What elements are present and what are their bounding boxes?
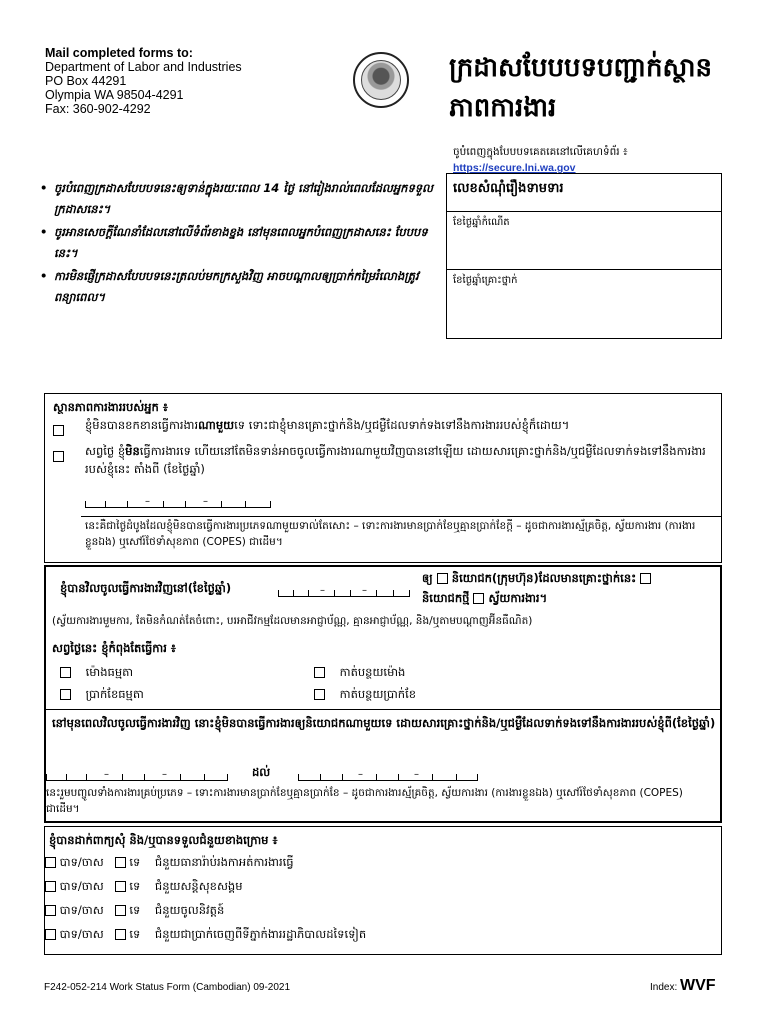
section1-note: នេះគឺជាថ្ងៃដំបូងដែលខ្ញុំមិនបានធ្វើការងារប្រភេទណាមួយទាល់តែសោះ – ទោះការងារមានប្រាក់ខែឬគ្មានប្រាក់ខែក្តី – ដូចជាការងារស្ម័គ្រចិត្ត, ស្វ័យការងារ (ការងារខ្លួនឯង) ឬសៅរ៍ថែទាំសុខភាព (COPES) ជាដើម។ xyxy=(85,520,696,548)
mail-address-block xyxy=(45,46,242,116)
benefit-row: បាទ/ចាស ទេ ជំនួយចូលនិវត្តន៍ xyxy=(45,901,224,919)
return-date-label: ខ្ញុំបានវិលចូលធ្វើការងារវិញនៅ(ខែថ្ងៃឆ្នាំ) xyxy=(60,581,232,595)
benefits-heading: ខ្ញុំបានដាក់ពាក្យសុំ និង/ឬបានទទួលជំនួយខាងក្រោម ៖ xyxy=(49,833,278,847)
claim-number-field[interactable]: លេខសំណុំរឿងទាមទារ xyxy=(447,174,721,212)
return-to-work-section xyxy=(44,565,722,823)
yes-checkbox[interactable] xyxy=(45,881,56,892)
date-of-birth-field[interactable]: ខែថ្ងៃឆ្នាំកំណើត xyxy=(447,212,721,270)
until-label: ដល់ xyxy=(252,765,271,779)
date-of-injury-field[interactable]: ខែថ្ងៃឆ្នាំគ្រោះថ្នាក់ xyxy=(453,275,518,286)
no-checkbox[interactable] xyxy=(115,881,126,892)
employer-injury-checkbox[interactable] xyxy=(437,573,448,584)
employer-options-2: និយោជកថ្មី ស្វ័យការងារ។ xyxy=(422,591,548,605)
from-date-field[interactable]: – – xyxy=(46,771,228,781)
claim-id-box xyxy=(446,173,722,339)
self-employment-note: (ស្វ័យការងារមួមការ, តែមិនកំណត់តែចំពោះ, បរអាជីវកម្មដែលមានអាជ្ញាប័ណ្ណ, គ្មានអាជ្ញាប័ណ្ណ, និង/ឬតាមបណ្តាញអ៊ីនធឺណិត) xyxy=(52,615,533,627)
title-line: ក្រដាសបែបបទបញ្ជាក់ស្ថាន xyxy=(449,53,713,83)
section2-note: នេះរួមបញ្ចូលទាំងការងារគ្រប់ប្រភេទ – ទោះការងារមានប្រាក់ខែឬគ្មានប្រាក់ខែ – ដូចជាការងារស្ម័គ្រចិត្ត, ស្វ័យការងារ (ការងារខ្លួនឯង) ឬសៅរ៍ថែទាំសុខភាព (COPES) ជាដើម។ xyxy=(46,787,683,815)
new-employer-checkbox[interactable] xyxy=(473,593,484,604)
title-line: ភាពការងារ xyxy=(449,93,557,123)
return-date-field[interactable]: – – xyxy=(278,587,410,597)
no-checkbox[interactable] xyxy=(115,905,126,916)
mail-heading: Mail completed forms to: xyxy=(45,46,193,60)
benefit-row: បាទ/ចាស ទេ ជំនួយធានារ៉ាប់រងកាអត់ការងារធ្វើ xyxy=(45,853,294,871)
not-working-checkbox[interactable] xyxy=(53,451,64,462)
to-date-field[interactable]: – – xyxy=(298,771,478,781)
mail-line: Fax: 360-902-4292 xyxy=(45,102,151,116)
no-checkbox[interactable] xyxy=(115,857,126,868)
yes-checkbox[interactable] xyxy=(45,857,56,868)
currently-working-label: សព្វថ្ងៃនេះ ខ្ញុំកំពុងតែធ្វើការ ៖ xyxy=(52,641,176,655)
mail-line: Olympia WA 98504-4291 xyxy=(45,88,184,102)
form-footer: F242-052-214 Work Status Form (Cambodian) 09-2021 xyxy=(44,982,291,993)
online-instruction: ចូបំពេញក្នុងបែបបទគេតគេនៅលើគេហទំព័រ ៖ xyxy=(453,146,628,158)
mail-line: PO Box 44291 xyxy=(45,74,127,88)
reduced-hours-option[interactable]: កាត់បន្ថយម៉ោង xyxy=(314,663,405,681)
not-working-text: សព្វថ្ងៃ ខ្ញុំមិនធ្វើការងារទេ ហើយនៅតែមិនទាន់អាចចូលធ្វើការងារណាមួយវិញបាននៅឡើយ ដោយសារគ្រោះថ្នាក់និង/ឬជម្ងឺដែលទាក់ទងទៅនឹងការងាររបស់ខ្ញុំនេះ តាំងពី (ខែថ្ងៃឆ្នាំ) xyxy=(85,444,706,476)
bullet-item: • ការមិនផ្ញើក្រដាសបែបបទនេះត្រលប់មកក្រសួងវិញ អាចបណ្តាលឲ្យប្រាក់កម្រៃរំលោងត្រូវពន្យាពេល។ xyxy=(40,266,438,308)
form-index: Index: WVF xyxy=(650,977,716,994)
bullet-item: • ចូរអានសេចក្តីណែនាំដែលនៅលើទំព័រខាងខ្នង នៅមុនពេលអ្នកបំពេញក្រដាសនេះ បែបបទនេះ។ xyxy=(40,222,438,264)
before-return-label: នៅមុនពេលវិលចូលធ្វើការងារវិញ នោះខ្ញុំមិនបានធ្វើការងារឲ្យនិយោជកណាមួយទេ ដោយសារគ្រោះថ្នាក់និង/ឬជម្ងឺដែលទាក់ទងទៅនឹងការងាររបស់ខ្ញុំពី(ខែថ្ងៃឆ្នាំ) xyxy=(52,716,716,730)
not-missed-checkbox[interactable] xyxy=(53,425,64,436)
bullet-item: • ចូរបំពេញក្រដាសបែបបទនេះឲ្យទាន់ក្នុងរយៈពេល 14 ថ្ងៃ នៅរៀងរាល់ពេលដែលអ្នកទទួលក្រដាសនេះ។ xyxy=(40,178,438,220)
employer-options: ឲ្យ និយោជក(ក្រុមហ៊ុន)ដែលមានគ្រោះថ្នាក់នេះ xyxy=(422,569,651,587)
mail-line: Department of Labor and Industries xyxy=(45,60,242,74)
reduced-wage-option[interactable]: កាត់បន្ថយប្រាក់ខែ xyxy=(314,685,416,703)
regular-wage-option[interactable]: ប្រាក់ខែធម្មតា xyxy=(60,685,144,703)
benefits-section xyxy=(44,826,722,955)
no-checkbox[interactable] xyxy=(115,929,126,940)
state-seal-icon xyxy=(353,52,409,108)
employer-injury-checkbox-2[interactable] xyxy=(640,573,651,584)
off-work-date-field[interactable]: – – xyxy=(85,498,271,508)
online-link[interactable]: https://secure.lni.wa.gov xyxy=(453,162,576,174)
instruction-bullets xyxy=(40,178,438,310)
not-missed-text: ខ្ញុំមិនបានខកខានធ្វើការងារណាមួយទេ ទោះជាខ្ញុំមានគ្រោះថ្នាក់និង/ឬជម្ងឺដែលទាក់ទងទៅនឹងការងាររបស់ខ្ញុំក៏ដោយ។ xyxy=(85,418,570,432)
yes-checkbox[interactable] xyxy=(45,905,56,916)
benefit-row: បាទ/ចាស ទេ ជំនួយសន្តិសុខសង្គម xyxy=(45,877,243,895)
form-title xyxy=(449,48,749,128)
work-status-section xyxy=(44,393,722,563)
regular-hours-option[interactable]: ម៉ោងធម្មតា xyxy=(60,663,133,681)
benefit-row: បាទ/ចាស ទេ ជំនួយជាប្រាក់ចេញពីទីភ្នាក់ងាររដ្ឋាភិបាលដទៃទៀត xyxy=(45,925,366,943)
section1-heading: ស្ថានភាពការងាររបស់អ្នក ៖ xyxy=(53,400,168,414)
yes-checkbox[interactable] xyxy=(45,929,56,940)
